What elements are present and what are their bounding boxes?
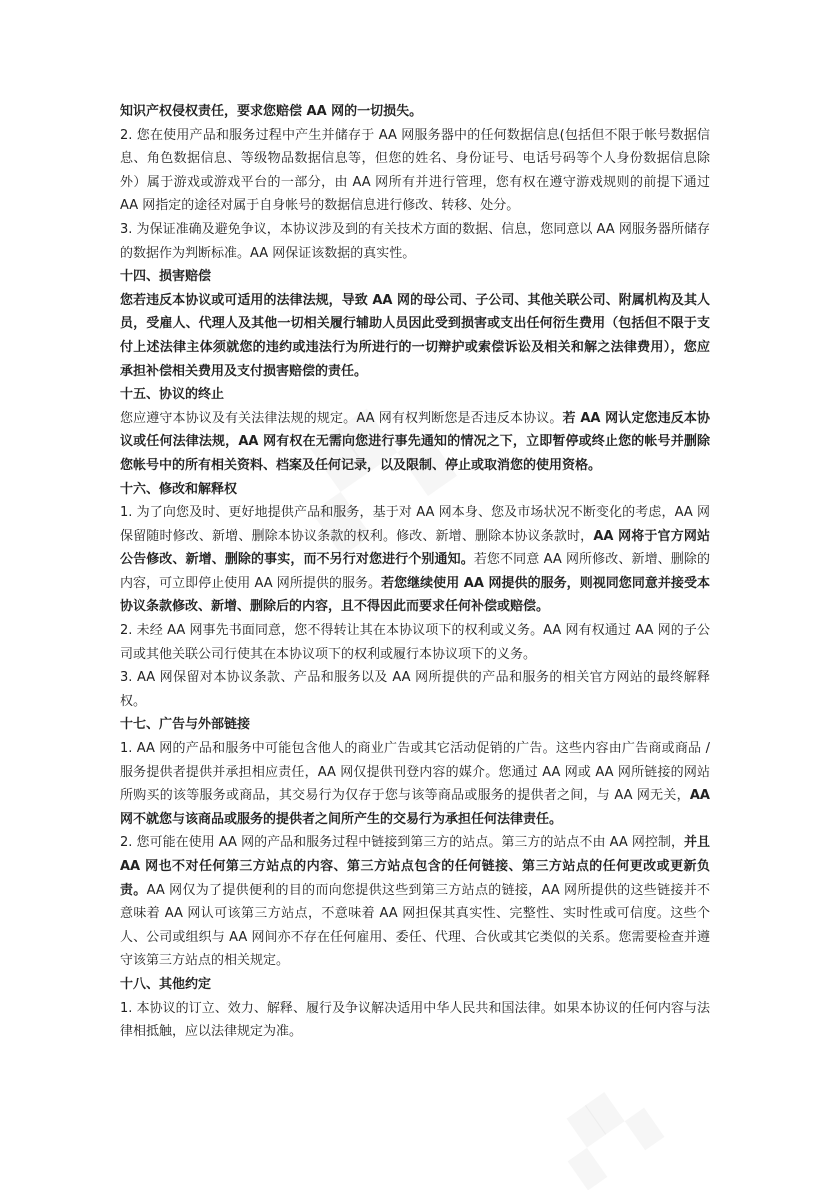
section-heading-15: 十五、协议的终止: [120, 387, 225, 403]
section-heading-18: 十八、其他约定: [120, 976, 212, 992]
section-heading-17: 十七、广告与外部链接: [120, 717, 251, 733]
section-heading-16: 十六、修改和解释权: [120, 481, 238, 497]
paragraph-data-standard: 3. 为保证准确及避免争议，本协议涉及到的有关技术方面的数据、信息，您同意以 AA 网服务器所储存的数据作为判断标准。AA 网保证该数据的真实性。: [120, 221, 710, 261]
paragraph-other-1: 1. 本协议的订立、效力、解释、履行及争议解决适用中华人民共和国法律。如果本协议的任何内容与法律相抵触，应以法律规定为准。: [120, 1000, 710, 1040]
paragraph-modification-1: 1. 为了向您及时、更好地提供产品和服务，基于对 AA 网本身、您及市场状况不断变化的考虑，AA 网保留随时修改、新增、删除本协议条款的权利。修改、新增、删除本协议条款时，AA 网将于官方网站公告修改、新增、删除的事实，而不另行对您进行个别通知。若您不同意 AA 网所修改、新增、删除的内容，可立即停止使用 AA 网所提供的服务。若您继续使用 AA 网提供的服务，则视同您同意并接受本协议条款修改、新增、删除后的内容，且不得因此而要求任何补偿或赔偿。: [120, 505, 710, 615]
paragraph-data-ownership: 2. 您在使用产品和服务过程中产生并储存于 AA 网服务器中的任何数据信息(包括但不限于帐号数据信息、角色数据信息、等级物品数据信息等，但您的姓名、身份证号、电话号码等个人身份数据信息除外）属于游戏或游戏平台的一部分，由 AA 网所有并进行管理，您有权在遵守游戏规则的前提下通过 AA 网指定的途径对属于自身帐号的数据信息进行修改、转移、处分。: [120, 127, 710, 214]
paragraph-modification-2: 2. 未经 AA 网事先书面同意，您不得转让其在本协议项下的权利或义务。AA 网有权通过 AA 网的子公司或其他关联公司行使其在本协议项下的权利或履行本协议项下的义务。: [120, 623, 710, 662]
paragraph-modification-3: 3. AA 网保留对本协议条款、产品和服务以及 AA 网所提供的产品和服务的相关官方网站的最终解释权。: [120, 670, 710, 709]
paragraph-damages: 您若违反本协议或可适用的法律法规，导致 AA 网的母公司、子公司、其他关联公司、附属机构及其人员，受雇人、代理人及其他一切相关履行辅助人员因此受到损害或支出任何衍生费用（包括但不限于支付上述法律主体须就您的违约或违法行为所进行的一切辩护或索偿诉讼及相关和解之法律费用），您应承担补偿相关费用及支付损害赔偿的责任。: [120, 292, 710, 379]
paragraph-termination: 您应遵守本协议及有关法律法规的规定。AA 网有权判断您是否违反本协议。若 AA 网认定您违反本协议或任何法律法规，AA 网有权在无需向您进行事先通知的情况之下，立即暂停或终止您的帐号并删除您帐号中的所有相关资料、档案及任何记录，以及限制、停止或取消您的使用资格。: [120, 410, 710, 473]
paragraph-ip-liability: 知识产权侵权责任，要求您赔偿 AA 网的一切损失。: [120, 104, 423, 119]
watermark-decoration-lower: [548, 1080, 664, 1190]
paragraph-ads-1: 1. AA 网的产品和服务中可能包含他人的商业广告或其它活动促销的广告。这些内容由广告商或商品 / 服务提供者提供并承担相应责任，AA 网仅提供刊登内容的媒介。您通过 AA 网或 AA 网所链接的网站所购买的该等服务或商品，其交易行为仅存于您与该等商品或服务的提供者之间，与 AA 网无关，AA 网不就您与该商品或服务的提供者之间所产生的交易行为承担任何法律责任。: [120, 741, 710, 827]
section-heading-14: 十四、损害赔偿: [120, 269, 212, 285]
paragraph-ads-2: 2. 您可能在使用 AA 网的产品和服务过程中链接到第三方的站点。第三方的站点不由 AA 网控制，并且 AA 网也不对任何第三方站点的内容、第三方站点包含的任何链接、第三方站点的任何更改或更新负责。AA 网仅为了提供便利的目的而向您提供这些到第三方站点的链接，AA 网所提供的这些链接并不意味着 AA 网认可该第三方站点，不意味着 AA 网担保其真实性、完整性、实时性或可信度。这些个人、公司或组织与 AA 网间亦不存在任何雇用、委任、代理、合伙或其它类似的关系。您需要检查并遵守该第三方站点的相关规定。: [120, 835, 710, 969]
document-page: [120, 100, 710, 1044]
